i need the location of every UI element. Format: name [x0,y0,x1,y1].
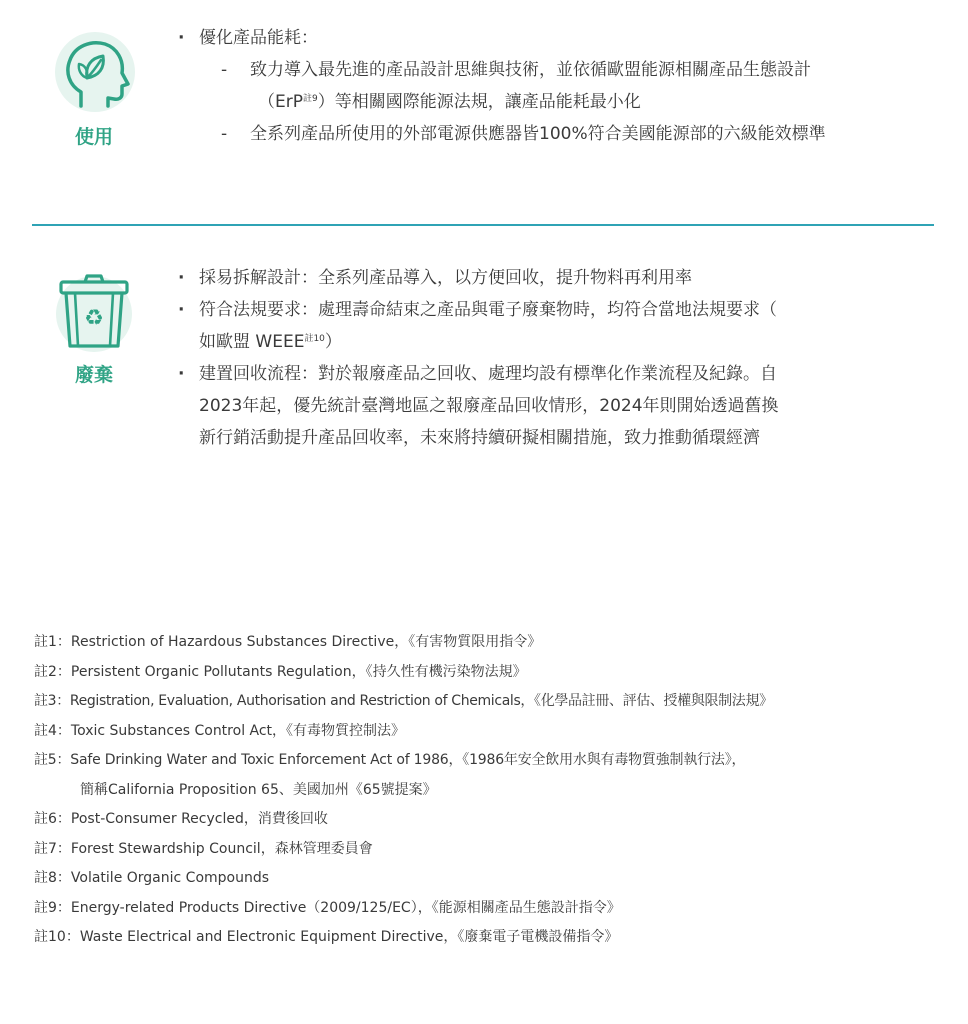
regulation-continued [176,326,946,358]
use-section-label: 使用 [74,126,113,148]
weee-suffix: ） [324,332,342,352]
sub-erp-text: 致力導入最先進的產品設計思維與技術，並依循歐盟能源相關產品生態設計 [250,60,811,80]
erp-prefix: （ErP [258,92,303,112]
footnote-2: 註2：Persistent Organic Pollutants Regulation，《持久性有機污染物法規》 [34,663,527,680]
section-divider [32,224,934,226]
footnote-3: 註3：Registration, Evaluation, Authorisation and Restriction of Chemicals，《化學品註冊、評估、授權與限制法規》 [34,693,773,709]
sub-erp-continued [176,86,946,118]
sub-erp-line [176,54,946,86]
bullet-recycling-process: · 建置回收流程：對於報廢產品之回收、處理均設有標準化作業流程及紀錄。自 [176,358,946,390]
footnote-ref-9[interactable]: 註9 [302,94,318,104]
sub-power-supply [176,118,946,150]
bullet-energy-optimization: · 優化產品能耗： [176,22,946,54]
erp-suffix: ）等相關國際能源法規，讓產品能耗最小化 [317,92,641,112]
footnote-10: 註10：Waste Electrical and Electronic Equipment Directive，《廢棄電子電機設備指令》 [34,929,619,945]
footnote-7: 註7：Forest Stewardship Council，森林管理委員會 [34,840,373,857]
footnote-8: 註8：Volatile Organic Compounds [34,870,270,886]
recycling-line-2: 2023年起，優先統計臺灣地區之報廢產品回收情形，2024年則開始透過舊換 [199,396,779,416]
footnote-6: 註6：Post-Consumer Recycled，消費後回收 [34,811,328,827]
use-content [176,22,946,150]
footnote-4: 註4：Toxic Substances Control Act，《有毒物質控制法》 [34,722,406,739]
footnote-9: 註9：Energy-related Products Directive（2009/125/EC），《能源相關產品生態設計指令》 [34,899,621,916]
recycling-line-3: 新行銷活動提升產品回收率，未來將持續研擬相關措施，致力推動循環經濟 [199,428,760,448]
power-supply-text: 全系列產品所使用的外部電源供應器皆100%符合美國能源部的六級能效標準 [250,124,826,144]
bullet-regulation-compliance: · 符合法規要求：處理壽命結束之產品與電子廢棄物時，均符合當地法規要求（ [176,294,946,326]
waste-section-label: 廢棄 [74,364,113,386]
footnote-5-continued: 簡稱California Proposition 65、美國加州《65號提案》 [80,781,437,798]
svg-text:♻: ♻ [84,306,104,331]
footnote-ref-10[interactable]: 註10 [304,334,325,344]
head-leaf-icon [51,30,137,116]
waste-content [176,262,946,454]
bullet-easy-disassembly: · 採易拆解設計：全系列產品導入，以方便回收，提升物料再利用率 [176,262,946,294]
footnote-1: 註1：Restriction of Hazardous Substances Directive，《有害物質限用指令》 [34,634,542,650]
recycle-bin-icon [51,268,137,354]
weee-prefix: 如歐盟 WEEE [199,332,305,352]
use-icon-block [50,30,138,149]
waste-icon-block [50,268,138,387]
footnotes [34,628,944,953]
footnote-5: 註5：Safe Drinking Water and Toxic Enforcement Act of 1986，《1986年安全飲用水與有毒物質強制執行法》， [34,752,746,768]
